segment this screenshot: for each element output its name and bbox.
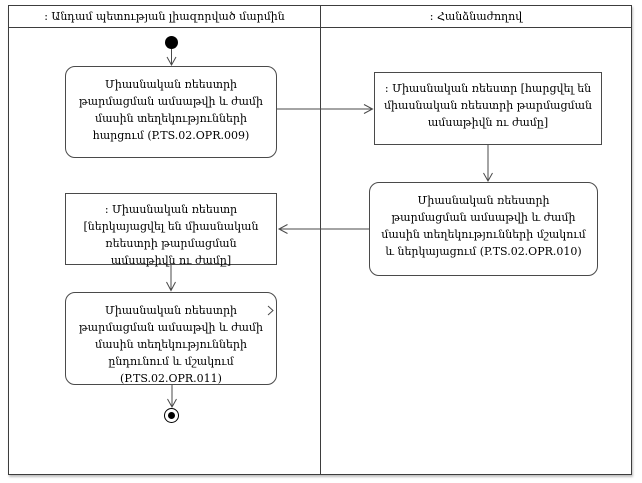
final-node	[164, 408, 179, 423]
final-node-dot	[168, 412, 175, 419]
action-node-opr-011: Միասնական ռեեստրի թարմացման ամսաթվի և ժամի մասին տեղեկությունների ընդունում և մշակում (P.TS.02.OPR.011)	[65, 292, 277, 385]
lane-header-commission: : Հանձնաժողով	[320, 5, 632, 28]
action-node-opr-009: Միասնական ռեեստրի թարմացման ամսաթվի և ժամի մասին տեղեկությունների հարցում (P.TS.02.OPR.009)	[65, 66, 277, 158]
action-node-opr-010: Միասնական ռեեստրի թարմացման ամսաթվի և ժամի մասին տեղեկությունների մշակում և ներկայացում (P.TS.02.OPR.010)	[369, 182, 598, 276]
swimlane-divider	[320, 5, 321, 475]
object-node-register-requested: : Միասնական ռեեստր [հարցվել են միասնական ռեեստրի թարմացման ամսաթիվն ու ժամը]	[374, 72, 602, 145]
object-node-register-submitted: : Միասնական ռեեստր [ներկայացվել են միասնական ռեեստրի թարմացման ամսաթիվն ու ժամը]	[65, 193, 277, 265]
initial-node	[165, 36, 178, 49]
lane-header-authorized-body: : Անդամ պետության լիազորված մարմին	[8, 5, 321, 28]
